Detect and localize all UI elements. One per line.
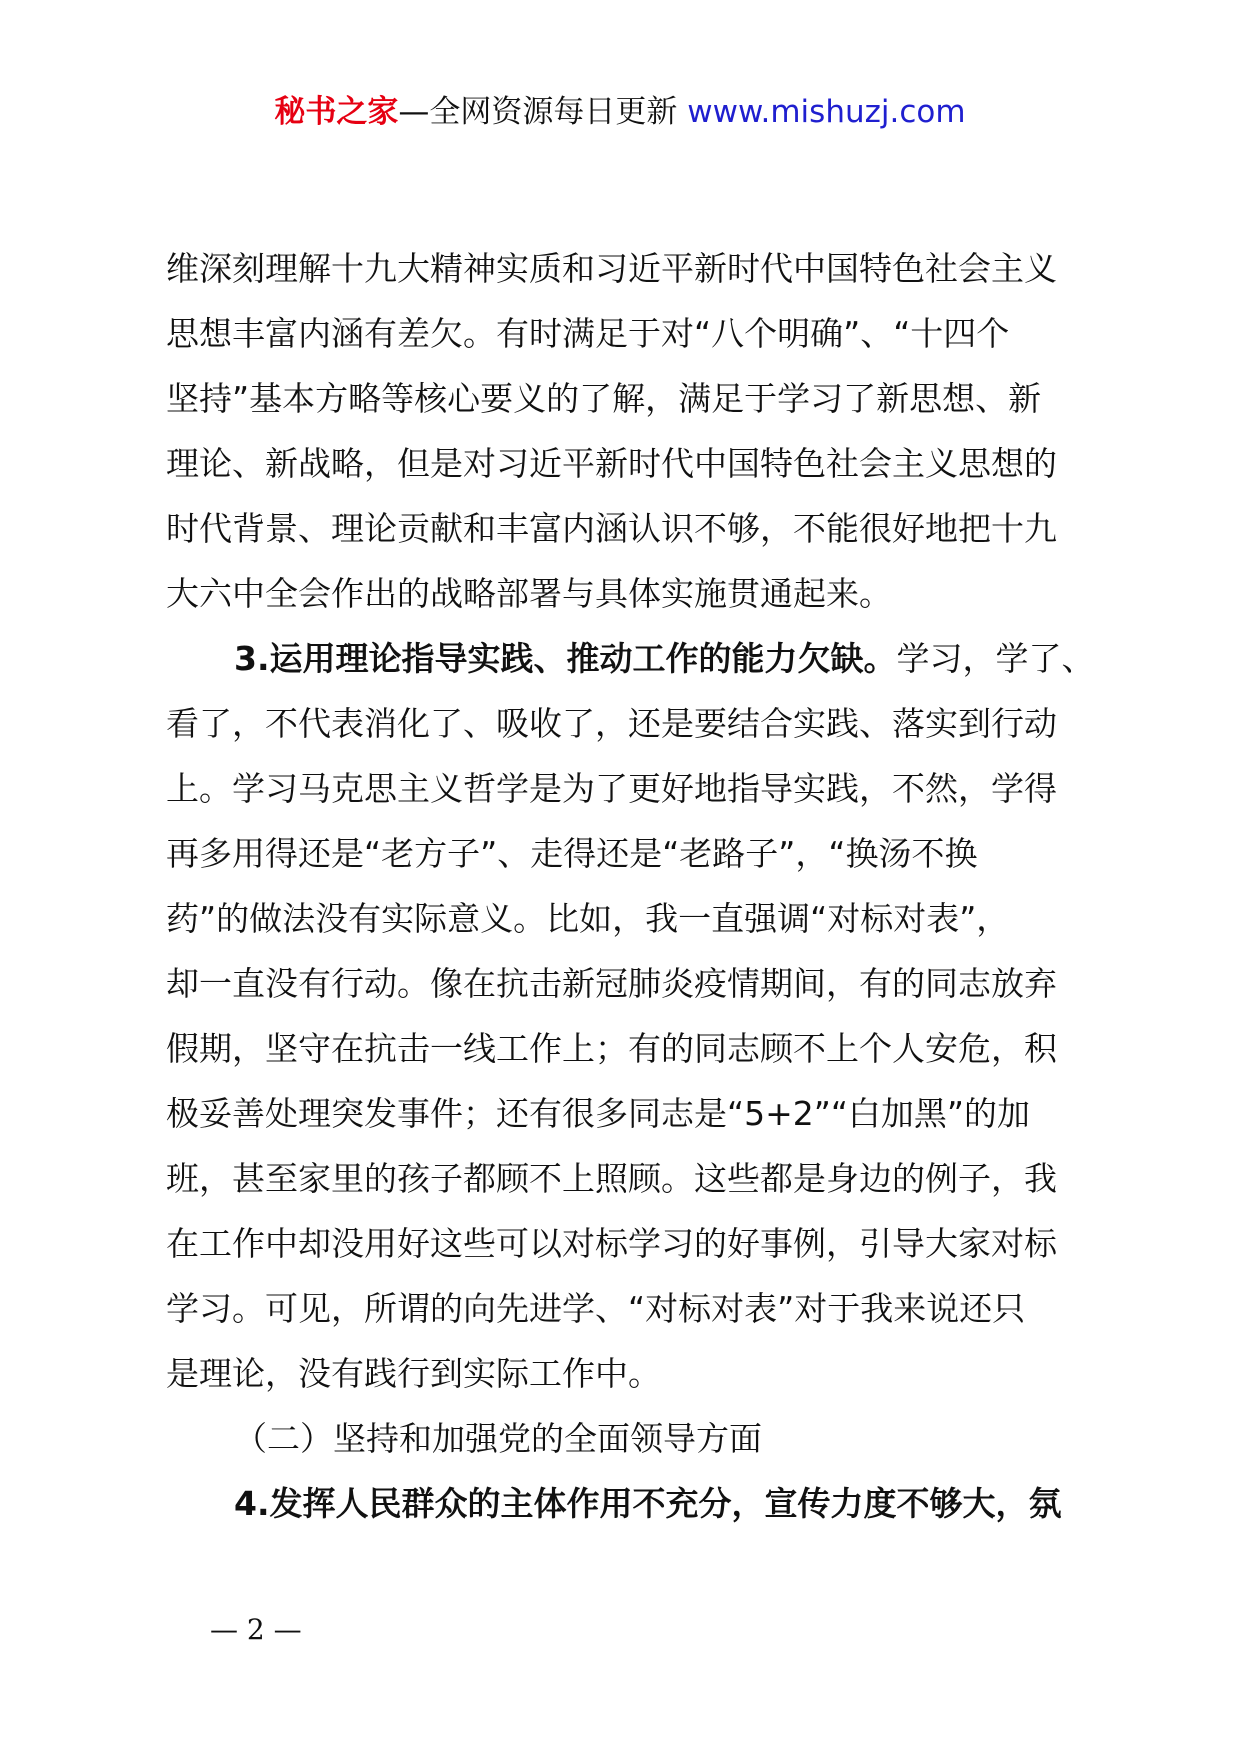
point-3-first-rest: 学习，学了、 (896, 639, 1095, 678)
body-line: 极妥善处理突发事件；还有很多同志是“5+2”“白加黑”的加 (166, 1094, 1031, 1133)
document-body (166, 236, 1095, 1536)
site-watermark-header (0, 92, 1240, 132)
brand-name: 秘书之家 (274, 94, 399, 130)
body-line: 坚持”基本方略等核心要义的了解，满足于学习了新思想、新 (166, 379, 1042, 418)
body-line: 维深刻理解十九大精神实质和习近平新时代中国特色社会主义 (166, 249, 1057, 288)
body-line: 看了，不代表消化了、吸收了，还是要结合实践、落实到行动 (166, 704, 1057, 743)
body-line: 学习。可见，所谓的向先进学、“对标对表”对于我来说还只 (166, 1289, 1026, 1328)
body-line: 理论、新战略，但是对习近平新时代中国特色社会主义思想的 (166, 444, 1057, 483)
point-4-heading: 4.发挥人民群众的主体作用不充分，宣传力度不够大，氛 (234, 1484, 1062, 1523)
body-line: 思想丰富内涵有差欠。有时满足于对“八个明确”、“十四个 (166, 314, 1010, 353)
header-tagline: —全网资源每日更新 (398, 94, 688, 130)
page-number: — 2 — (210, 1613, 302, 1646)
header-url: www.mishuzj.com (687, 94, 966, 130)
section-2-heading: （二）坚持和加强党的全面领导方面 (234, 1419, 762, 1458)
body-line: 药”的做法没有实际意义。比如，我一直强调“对标对表”， (166, 899, 1010, 938)
body-line: 上。学习马克思主义哲学是为了更好地指导实践，不然，学得 (166, 769, 1057, 808)
body-line: 班，甚至家里的孩子都顾不上照顾。这些都是身边的例子，我 (166, 1159, 1057, 1198)
body-line: 在工作中却没用好这些可以对标学习的好事例，引导大家对标 (166, 1224, 1057, 1263)
body-line: 时代背景、理论贡献和丰富内涵认识不够，不能很好地把十九 (166, 509, 1057, 548)
body-line: 假期，坚守在抗击一线工作上；有的同志顾不上个人安危，积 (166, 1029, 1057, 1068)
point-3-first-line (166, 626, 1095, 691)
body-line: 再多用得还是“老方子”、走得还是“老路子”，“换汤不换 (166, 834, 978, 873)
point-3-heading: 3.运用理论指导实践、推动工作的能力欠缺。 (234, 639, 897, 678)
body-line: 却一直没有行动。像在抗击新冠肺炎疫情期间，有的同志放弃 (166, 964, 1057, 1003)
body-line: 大六中全会作出的战略部署与具体实施贯通起来。 (166, 574, 892, 613)
body-line: 是理论，没有践行到实际工作中。 (166, 1354, 661, 1393)
